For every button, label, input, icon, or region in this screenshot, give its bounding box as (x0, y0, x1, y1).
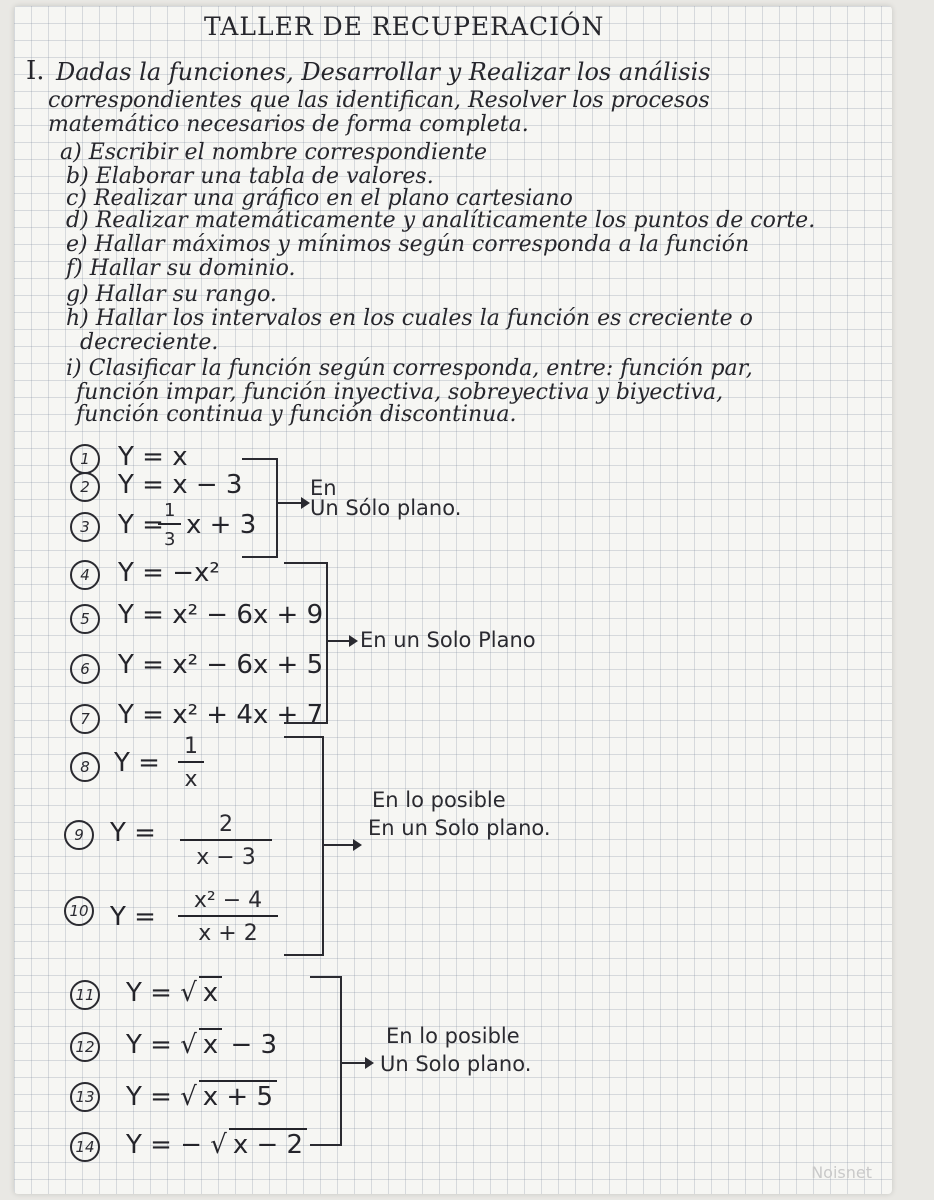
group-arrow (278, 502, 308, 504)
fraction (180, 812, 272, 870)
function-equation-prefix: Y = (126, 1030, 172, 1060)
fraction-denominator: x (184, 767, 198, 792)
radicand: x − 2 (229, 1128, 307, 1160)
function-number: 7 (70, 704, 100, 734)
function-number: 12 (70, 1032, 100, 1062)
radicand: x (199, 1028, 222, 1060)
fraction-numerator: 2 (180, 812, 272, 841)
function-equation: Y = √ x − 3 (126, 1030, 278, 1060)
task-item: b) Elaborar una tabla de valores. (66, 164, 434, 189)
function-equation-prefix: Y = (114, 748, 160, 778)
fraction-numerator: 1 (178, 734, 204, 763)
fraction-numerator: x² − 4 (178, 888, 278, 917)
group-note: En un Solo plano. (368, 816, 551, 840)
radicand: x (199, 976, 222, 1008)
function-number: 4 (70, 560, 100, 590)
task-item: c) Realizar una gráfico en el plano cartesiano (66, 186, 573, 211)
function-equation: Y = x − 3 (118, 470, 243, 500)
group-bracket (242, 458, 278, 558)
task-item: i) Clasificar la función según corresponda, entre: función par, (66, 356, 753, 381)
function-number: 13 (70, 1082, 100, 1112)
watermark: Noisnet (811, 1163, 872, 1182)
fraction (158, 500, 181, 550)
group-note: Un Solo plano. (380, 1052, 532, 1076)
group-note: En lo posible (386, 1024, 520, 1048)
function-number: 11 (70, 980, 100, 1010)
function-number: 14 (70, 1132, 100, 1162)
function-equation-suffix: x + 3 (186, 510, 257, 540)
task-item: función impar, función inyectiva, sobreyectiva y biyectiva, (76, 380, 724, 405)
task-item: a) Escribir el nombre correspondiente (60, 140, 488, 165)
task-item: d) Realizar matemáticamente y analíticamente los puntos de corte. (66, 208, 816, 233)
task-item: decreciente. (80, 330, 219, 355)
function-equation: Y = √ x + 5 (126, 1080, 277, 1112)
task-item: f) Hallar su dominio. (66, 256, 296, 281)
function-number: 9 (64, 820, 94, 850)
function-equation: Y = x (118, 442, 188, 472)
function-number: 1 (70, 444, 100, 474)
instruction-line: Dadas la funciones, Desarrollar y Realizar los análisis (56, 58, 711, 86)
radicand: x + 5 (199, 1080, 277, 1112)
fraction (178, 888, 278, 946)
group-bracket (284, 562, 328, 724)
worksheet-page (14, 6, 892, 1194)
function-equation: Y = x² − 6x + 5 (118, 650, 324, 680)
group-bracket (310, 976, 342, 1146)
function-number: 3 (70, 512, 100, 542)
group-note: En (310, 476, 337, 500)
function-equation-prefix: Y = − (126, 1130, 202, 1160)
group-arrow (328, 640, 356, 642)
function-equation: Y = − √ x − 2 (126, 1128, 307, 1160)
section-number: I. (26, 56, 45, 86)
function-equation: Y = √ x (126, 976, 222, 1008)
function-number: 10 (64, 896, 94, 926)
function-equation-suffix: − 3 (230, 1030, 278, 1060)
function-equation: Y = −x² (118, 558, 220, 588)
instruction-line: matemático necesarios de forma completa. (48, 112, 529, 137)
task-item: h) Hallar los intervalos en los cuales la función es creciente o (66, 306, 753, 331)
fraction-denominator: x − 3 (196, 845, 256, 870)
page-title: TALLER DE RECUPERACIÓN (204, 12, 605, 41)
group-arrow (324, 844, 360, 846)
function-number: 6 (70, 654, 100, 684)
function-equation: Y = x² − 6x + 9 (118, 600, 324, 630)
group-note: Un Sólo plano. (310, 496, 462, 520)
group-note: En lo posible (372, 788, 506, 812)
instruction-line: correspondientes que las identifican, Resolver los procesos (48, 88, 710, 113)
function-number: 8 (70, 752, 100, 782)
task-item: e) Hallar máximos y mínimos según corresponda a la función (66, 232, 750, 257)
group-bracket (284, 736, 324, 956)
task-item: g) Hallar su rango. (66, 282, 277, 307)
fraction-denominator: x + 2 (198, 921, 258, 946)
fraction (178, 734, 204, 792)
group-note: En un Solo Plano (360, 628, 536, 652)
function-equation-prefix: Y = (126, 1082, 172, 1112)
group-arrow (342, 1062, 372, 1064)
function-number: 5 (70, 604, 100, 634)
function-number: 2 (70, 472, 100, 502)
task-item: función continua y función discontinua. (76, 402, 517, 427)
function-equation: Y = x² + 4x + 7 (118, 700, 324, 730)
function-equation-prefix: Y = (126, 978, 172, 1008)
function-equation-prefix: Y = (118, 510, 164, 540)
fraction-denominator: 3 (164, 529, 176, 550)
function-equation-prefix: Y = (110, 818, 156, 848)
function-equation-prefix: Y = (110, 902, 156, 932)
fraction-numerator: 1 (158, 500, 181, 525)
